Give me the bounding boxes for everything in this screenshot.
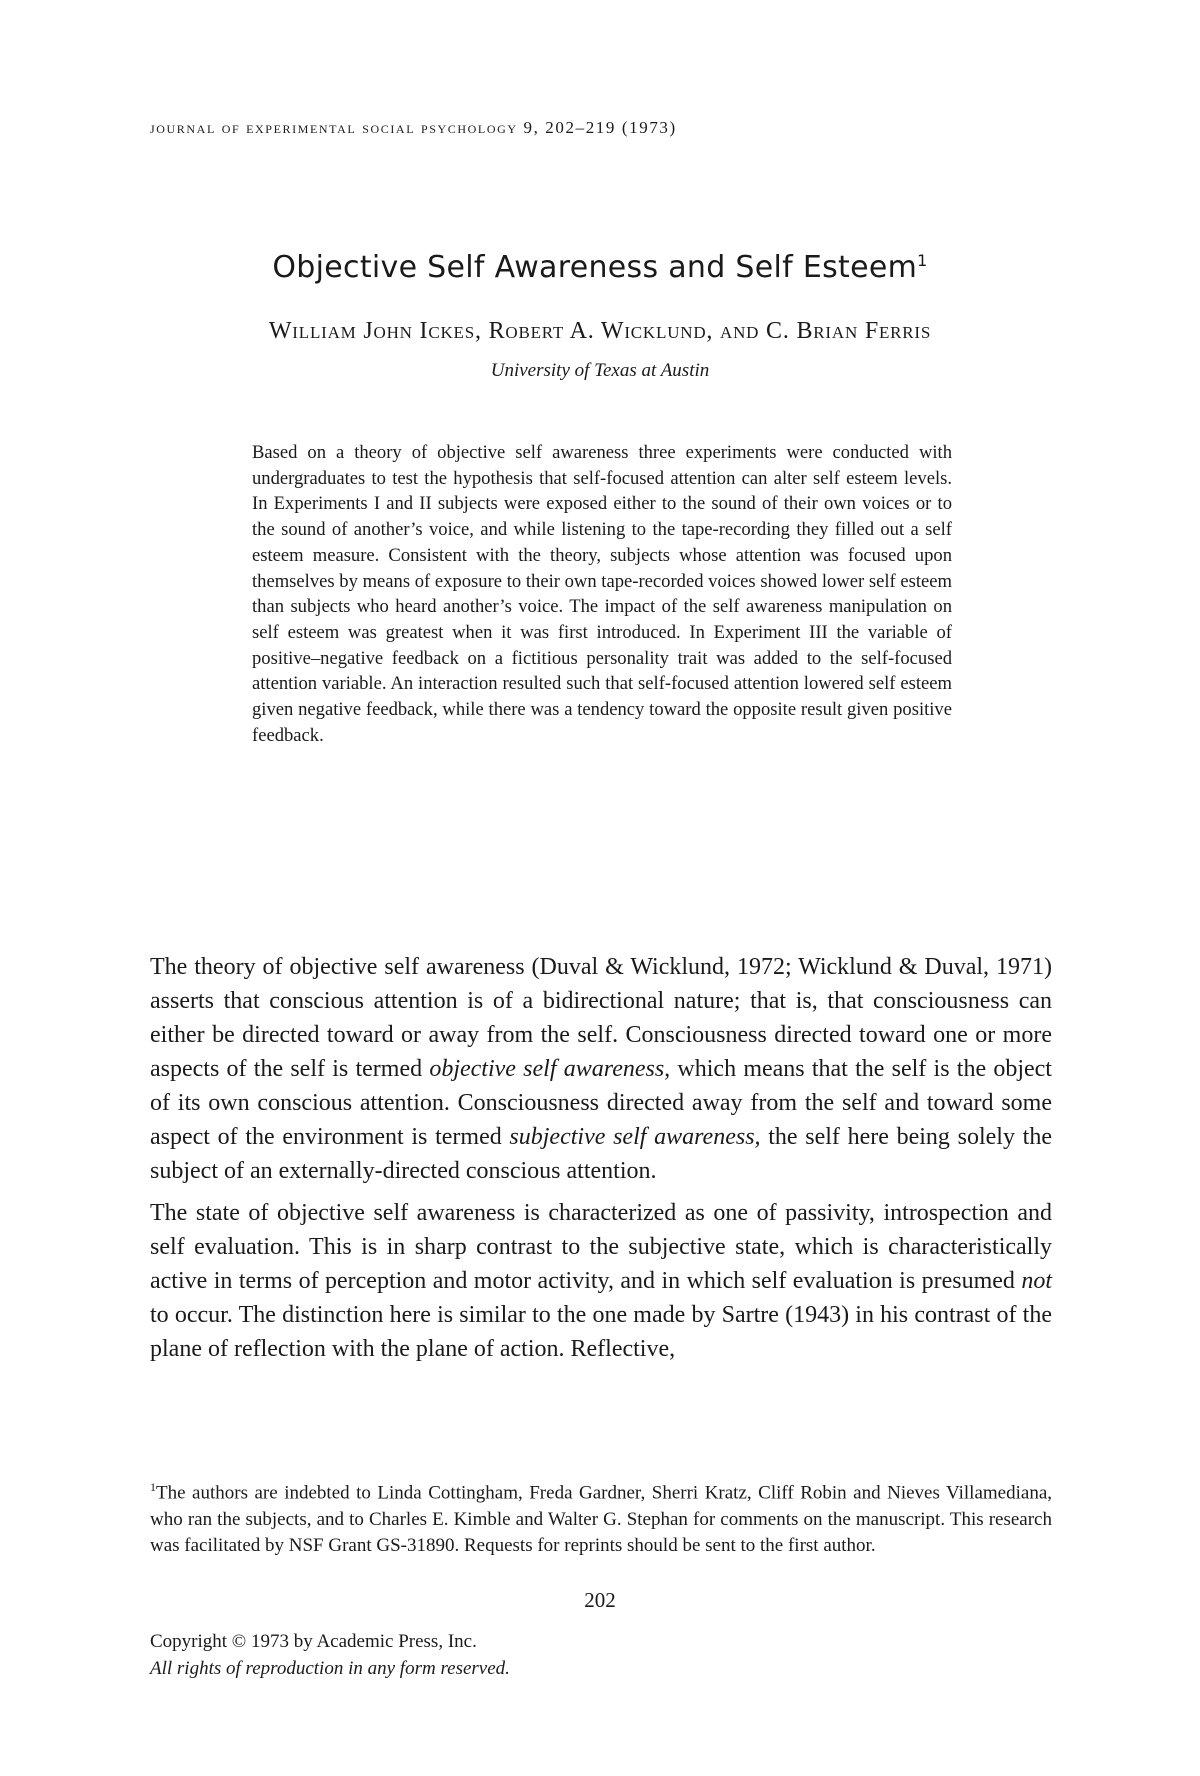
body-text-run: the self here being solely the subject of an externally-directed conscious attention. [150,1124,1052,1184]
copyright-line: Copyright © 1973 by Academic Press, Inc. [150,1631,477,1652]
article-title-text: Objective Self Awareness and Self Esteem [272,250,918,285]
running-head: journal of experimental social psychology 9, 202–219 (1973) [150,118,677,137]
copyright-notice [150,1628,850,1682]
body-text-run: to occur. The distinction here is similar to the one made by Sartre (1943) in his contrast of the plane of reflection with the plane of action. Reflective, [150,1302,1052,1362]
rights-text: All rights of reproduction in any form reserved. [150,1658,510,1679]
body-text-run: The theory of objective self awareness (Duval & Wicklund, 1972; Wicklund & Duval, 1971) asserts that conscious attention is of a bidirectional nature; that is, that consciousness can either be directed toward or away from the self. Consciousness directed toward one or more aspects of the self is termed [150,954,1052,1082]
body-text-run: which means that the self is the object of its own conscious attention. Consciousness directed away from the self and toward some aspect of the environment is termed [150,1056,1052,1150]
page-number: 202 [584,1588,616,1612]
emphasized-term: subjective self awareness, [509,1124,761,1150]
rights-line [150,1655,850,1682]
author-list: William John Ickes, Robert A. Wicklund, and C. Brian Ferris [268,318,932,344]
emphasized-term: objective self awareness, [429,1056,671,1082]
author-affiliation: University of Texas at Austin [490,360,710,381]
body-paragraph [150,1196,1052,1366]
emphasized-term: not [1021,1268,1052,1294]
footnote [150,1474,1052,1560]
footnote-mark: 1 [150,1480,156,1494]
footnote-text: The authors are indebted to Linda Cottingham, Freda Gardner, Sherri Kratz, Cliff Robin and Nieves Villamediana, who ran the subjects, and to Charles E. Kimble and Walter G. Stephan for comments on the manuscript. This research was facilitated by NSF Grant GS-31890. Requests for reprints should be sent to the first author. [150,1482,1052,1557]
body-text [150,950,1052,1366]
title-footnote-mark: 1 [917,251,928,270]
body-text-run: The state of objective self awareness is characterized as one of passivity, introspection and self evaluation. This is in sharp contrast to the subjective state, which is characteristically active in terms of perception and motor activity, and in which self evaluation is presumed [150,1200,1052,1294]
body-paragraph [150,950,1052,1188]
abstract: Based on a theory of objective self awareness three experiments were conducted with undergraduates to test the hypothesis that self-focused attention can alter self esteem levels. In Experiments I and II subjects were exposed either to the sound of their own voices or to the sound of another’s voice, and while listening to the tape-recording they filled out a self esteem measure. Consistent with the theory, subjects whose attention was focused upon themselves by means of exposure to their own tape-recorded voices showed lower self esteem than subjects who heard another’s voice. The impact of the self awareness manipulation on self esteem was greatest when it was first introduced. In Experiment III the variable of positive–negative feedback on a fictitious personality trait was added to the self-focused attention variable. An interaction resulted such that self-focused attention lowered self esteem given negative feedback, while there was a tendency toward the opposite result given positive feedback. [252,442,952,746]
article-title [0,250,1200,285]
